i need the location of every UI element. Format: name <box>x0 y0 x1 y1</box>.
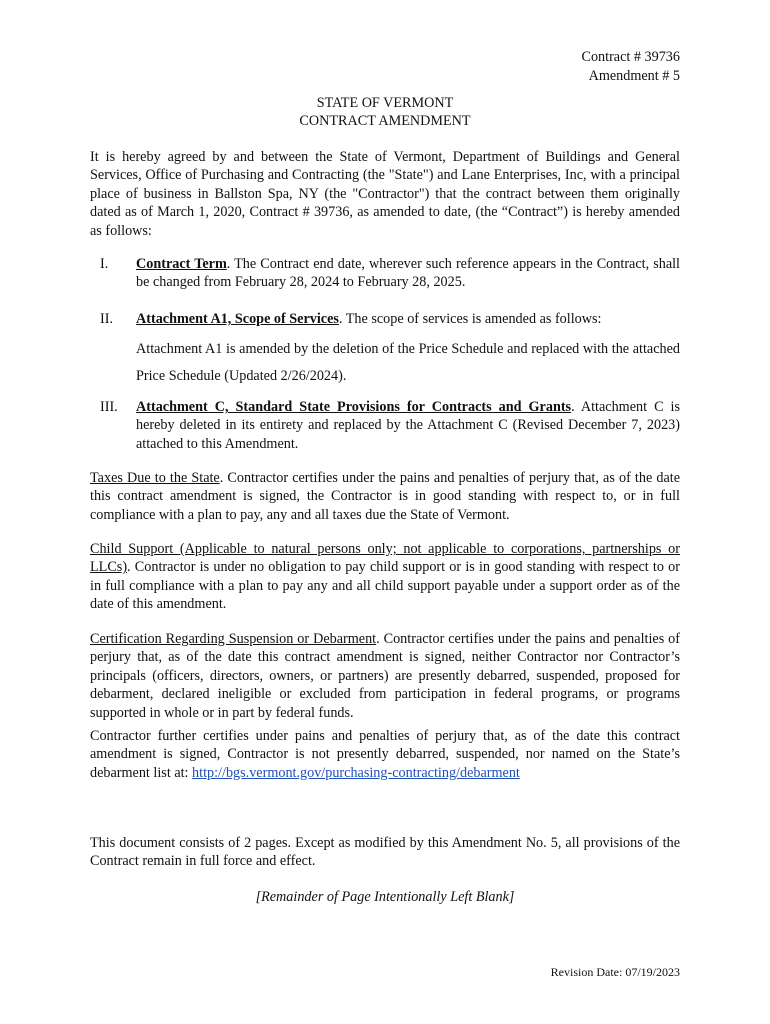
revision-date: Revision Date: 07/19/2023 <box>550 965 680 979</box>
item-subtext: Attachment A1 is amended by the deletion of the Price Schedule and replaced with the attached Price Schedule (Updated 2/26/2024). <box>136 341 680 385</box>
child-support-heading: Child Support (Applicable to natural persons only; not applicable to corporations, partnerships or LLCs) <box>90 541 680 576</box>
taxes-paragraph <box>90 469 680 524</box>
item-text: . Attachment C is hereby deleted in its entirety and replaced by the Attachment C (Revised December 7, 2023) attached to this Amendment. <box>136 399 681 452</box>
debarment-text: . Contractor certifies under the pains and penalties of perjury that, as of the date this contract amendment is signed, neither Contractor nor Contractor’s principals (officers, directors, owners, or partners) are presently debarred, suspended, proposed for debarment, declared ineligible or excluded from participation in federal programs, or programs supported in whole or in part by federal funds. <box>90 631 680 721</box>
item-heading: Contract Term <box>136 256 227 272</box>
contract-reference <box>581 48 680 86</box>
item-number: III. <box>100 399 118 415</box>
further-text: Contractor further certifies under pains and penalties of perjury that, as of the date this contract amendment is signed, Contractor is not presently debarred, suspended, nor named on the State’s debarment list at: <box>90 728 680 781</box>
item-number: I. <box>100 256 109 272</box>
item-heading: Attachment A1, Scope of Services <box>136 311 339 327</box>
document-title <box>0 94 770 130</box>
item-heading: Attachment C, Standard State Provisions for Contracts and Grants <box>136 399 572 415</box>
child-support-text: . Contractor is under no obligation to pay child support or is in good standing with respect to or in full compliance with a plan to pay any and all child support payable under a support order as of the date of this amendment. <box>90 559 680 613</box>
taxes-text: . Contractor certifies under the pains and penalties of perjury that, as of the date this contract amendment is signed, the Contractor is in good standing with respect to, or in full compliance with a plan to pay, any and all taxes due the State of Vermont. <box>90 470 680 523</box>
taxes-heading: Taxes Due to the State <box>90 470 220 486</box>
further-certification-paragraph <box>90 727 680 782</box>
title-line-1: STATE OF VERMONT <box>316 95 454 111</box>
debarment-paragraph <box>90 630 680 722</box>
title-line-2: CONTRACT AMENDMENT <box>299 113 471 129</box>
item-body <box>136 255 680 292</box>
item-text: . The Contract end date, wherever such reference appears in the Contract, shall be changed from February 28, 2024 to February 28, 2025. <box>136 256 680 291</box>
item-number: II. <box>100 311 113 327</box>
blank-page-note: [Remainder of Page Intentionally Left Blank] <box>255 889 515 905</box>
item-body <box>136 398 680 453</box>
amendment-number: Amendment # 5 <box>588 68 680 84</box>
child-support-paragraph <box>90 540 680 614</box>
item-text: . The scope of services is amended as follows: <box>338 311 602 327</box>
closing-paragraph: This document consists of 2 pages. Except as modified by this Amendment No. 5, all provisions of the Contract remain in full force and effect. <box>90 835 680 870</box>
debarment-heading: Certification Regarding Suspension or Debarment <box>90 631 377 647</box>
amendment-item-3 <box>90 398 680 453</box>
intro-paragraph: It is hereby agreed by and between the State of Vermont, Department of Buildings and General Services, Office of Purchasing and Contracting (the "State") and Lane Enterprises, Inc, with a principal place of business in Ballston Spa, NY (the "Contractor") that the contract between them originally dated as of March 1, 2020, Contract # 39736, as amended to date, (the “Contract”) is hereby amended as follows: <box>90 149 680 239</box>
amendment-item-1 <box>90 255 680 292</box>
item-body <box>136 310 680 328</box>
debarment-list-link[interactable]: http://bgs.vermont.gov/purchasing-contracting/debarment <box>192 764 520 781</box>
amendment-item-2 <box>90 310 680 390</box>
contract-number: Contract # 39736 <box>581 49 680 65</box>
